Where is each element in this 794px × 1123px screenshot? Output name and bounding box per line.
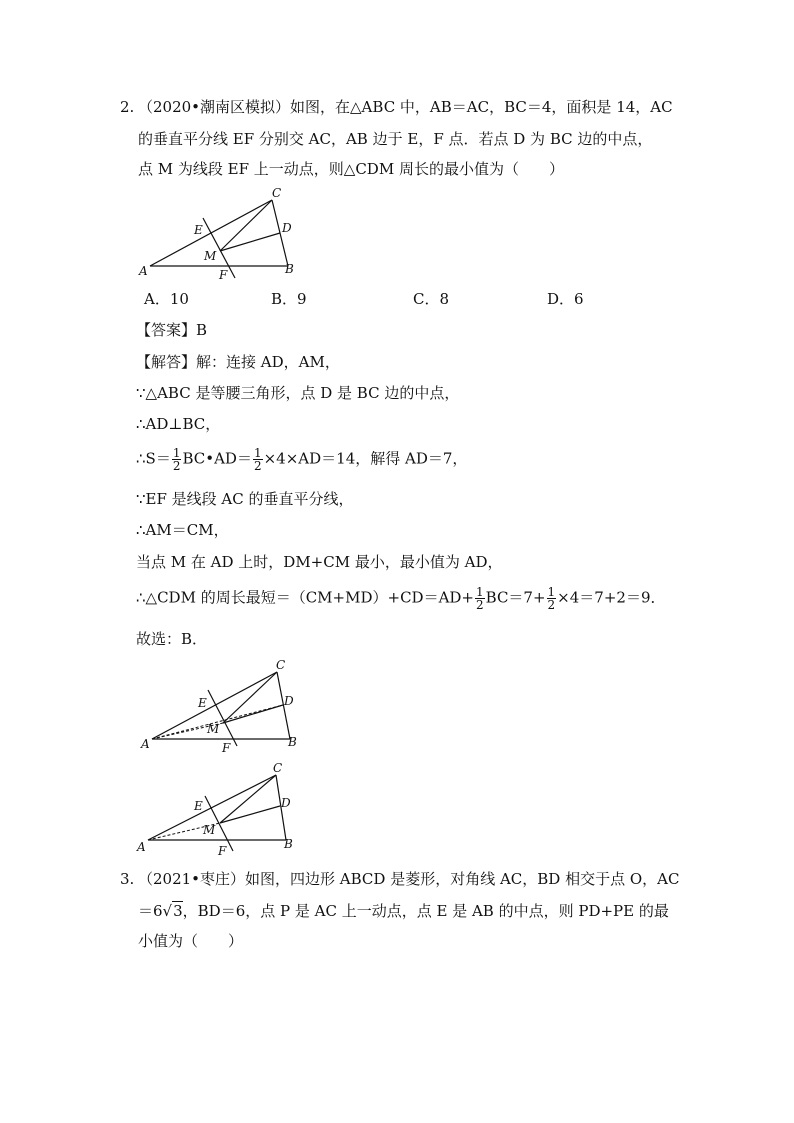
fraction-numerator: 1 <box>547 585 556 599</box>
label-b: B <box>284 837 293 851</box>
option-d: D．6 <box>547 290 584 308</box>
fraction-denominator: 2 <box>476 598 484 612</box>
step-1: ∵△ABC 是等腰三角形，点 D 是 BC 边的中点， <box>136 384 460 402</box>
question-3-line-3: 小值为（ ） <box>138 932 244 950</box>
label-f: F <box>219 268 228 282</box>
label-m: M <box>207 722 220 736</box>
option-c: C．8 <box>413 290 450 308</box>
step-3-b: BC•AD＝ <box>182 449 252 468</box>
fraction-numerator: 1 <box>172 446 181 460</box>
label-d: D <box>281 796 291 810</box>
fraction-numerator: 1 <box>476 585 484 599</box>
question-2-line-2: 的垂直平分线 EF 分别交 AC，AB 边于 E，F 点．若点 D 为 BC 边的中点， <box>138 130 653 148</box>
step-7-b: BC＝7+ <box>485 588 546 607</box>
analysis-label: 【解答】 <box>136 353 197 371</box>
label-c: C <box>273 761 283 775</box>
fraction-denominator: 2 <box>172 459 181 473</box>
label-c: C <box>272 186 282 200</box>
analysis-text: 解：连接 AD，AM， <box>196 353 340 371</box>
question-2-line-3: 点 M 为线段 EF 上一动点，则△CDM 周长的最小值为（ ） <box>138 160 564 178</box>
step-5: ∴AM＝CM， <box>136 521 229 539</box>
label-d: D <box>282 221 292 235</box>
question-2-number: 2. <box>120 98 135 116</box>
question-3-line-1: （2021•枣庄）如图，四边形 ABCD 是菱形，对角线 AC，BD 相交于点 O，AC <box>138 870 680 888</box>
label-a: A <box>139 264 148 278</box>
label-c: C <box>276 658 286 672</box>
sqrt-symbol: √ <box>162 902 173 920</box>
fraction-denominator: 2 <box>547 598 556 612</box>
step-2: ∴AD⊥BC， <box>136 415 221 433</box>
step-7-c: ×4＝7+2＝9． <box>557 588 666 607</box>
label-m: M <box>203 823 216 837</box>
question-2-line-1: （2020•潮南区模拟）如图，在△ABC 中，AB＝AC，BC＝4，面积是 14，AC <box>138 98 673 116</box>
question-3-line-2-b: ，BD＝6，点 P 是 AC 上一动点，点 E 是 AB 的中点，则 PD+PE 的最 <box>182 902 669 920</box>
option-b: B．9 <box>271 290 307 308</box>
step-4: ∵EF 是线段 AC 的垂直平分线， <box>136 490 354 508</box>
question-3-line-2-a: ＝6 <box>138 902 163 920</box>
label-m: M <box>204 249 217 263</box>
label-e: E <box>198 696 207 710</box>
label-d: D <box>284 694 294 708</box>
step-8: 故选：B． <box>136 630 208 648</box>
step-3-a: ∴S＝ <box>136 449 171 468</box>
label-f: F <box>222 741 231 755</box>
label-e: E <box>194 223 203 237</box>
step-7-a: ∴△CDM 的周长最短＝（CM+MD）+CD＝AD+ <box>136 588 474 607</box>
option-a: A．10 <box>144 290 189 308</box>
question-3-line-2 <box>138 901 669 921</box>
question-3-number: 3. <box>120 870 135 888</box>
label-a: A <box>137 840 146 854</box>
label-b: B <box>285 262 294 276</box>
label-e: E <box>194 799 203 813</box>
sqrt-radicand: 3 <box>173 902 183 920</box>
label-f: F <box>218 844 227 858</box>
label-a: A <box>141 737 150 751</box>
fraction-denominator: 2 <box>253 459 262 473</box>
step-6: 当点 M 在 AD 上时，DM+CM 最小，最小值为 AD， <box>136 553 503 571</box>
label-b: B <box>288 735 297 749</box>
fraction-numerator: 1 <box>253 446 262 460</box>
step-3-c: ×4×AD＝14，解得 AD＝7， <box>263 449 468 468</box>
answer-line: 【答案】B <box>136 321 208 339</box>
